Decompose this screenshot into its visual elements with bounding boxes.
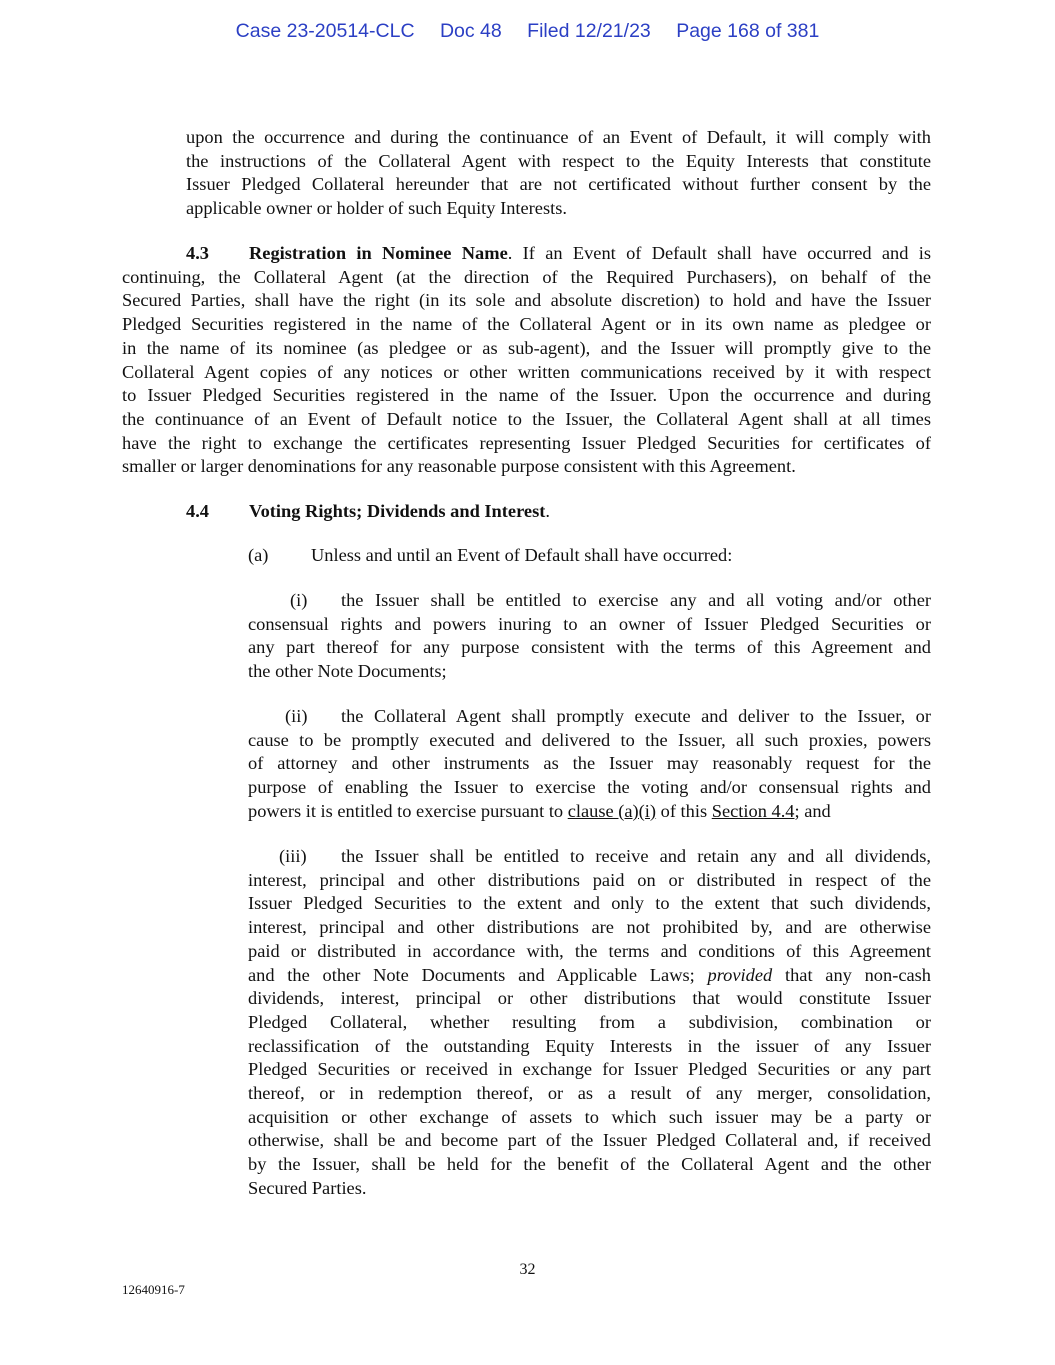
case-number: Case 23-20514-CLC [235,20,415,42]
section-heading: Registration in Nominee Name [249,243,508,263]
clause-label: (a) [248,545,269,565]
text-line: the continuance of an Event of Default notice to the Issuer, the Collateral Agent shall at all times [122,408,931,429]
text-line: otherwise, shall be and become part of the Issuer Pledged Collateral and, if received [248,1130,931,1151]
text-line [248,800,931,824]
clause-a [248,544,931,568]
text-line: reclassification of the outstanding Equity Interests in the issuer of any Issuer [248,1035,931,1056]
section-4-3 [122,242,931,479]
doc-number: Doc 48 [439,20,502,42]
text-line: acquisition or other exchange of assets to which such issuer may be a party or [248,1106,931,1127]
text-line: Pledged Collateral, whether resulting from a subdivision, combination or [248,1011,931,1032]
text-run: . If an Event of Default shall have occurred and is [507,243,931,263]
text-line: Pledged Securities or received in exchange for Issuer Pledged Securities or any part [248,1059,931,1080]
text-line: smaller or larger denominations for any reasonable purpose consistent with this Agreement. [122,456,796,477]
text-line: any part thereof for any purpose consistent with the terms of this Agreement and [248,637,931,658]
clause-text: Unless and until an Event of Default shall have occurred: [311,545,733,565]
text-line: interest, principal and other distributions paid on or distributed in respect of the [248,869,931,890]
heading-period: . [545,501,550,521]
text-line: continuing, the Collateral Agent (at the direction of the Required Purchasers), on behalf of the [122,266,931,287]
clause-a-i-reference: clause (a)(i) [567,800,657,821]
text-run: that any non-cash [772,964,931,985]
text-line: thereof, or in redemption thereof, or as a result of any merger, consolidation, [248,1083,931,1104]
text-run: the Issuer shall be entitled to exercise any and all voting and/or other [341,590,931,610]
text-line: to Issuer Pledged Securities registered in the name of the Issuer. Upon the occurrence and during [122,385,931,406]
text-line: the instructions of the Collateral Agent with respect to the Equity Interests that constitute [186,150,931,171]
text-line: by the Issuer, shall be held for the benefit of the Collateral Agent and the other [248,1154,931,1175]
text-line: in the name of its nominee (as pledgee or as sub-agent), and the Issuer will promptly give to the [122,337,931,358]
text-run: powers it is entitled to exercise pursuant to [248,800,568,821]
section-number: 4.3 [186,243,209,263]
text-line: Issuer Pledged Collateral hereunder that are not certificated without further consent by the [186,174,931,195]
clause-label: (i) [290,590,308,610]
continuation-paragraph [186,126,931,221]
section-number: 4.4 [186,501,209,521]
text-line [248,705,931,729]
text-line: applicable owner or holder of such Equity Interests. [186,198,567,219]
text-line: purpose of enabling the Issuer to exercise the voting and/or consensual rights and [248,777,931,798]
text-line [248,964,931,988]
clause-i [248,589,931,684]
text-line: of attorney and other instruments as the Issuer may reasonably request for the [248,753,931,774]
text-line: Secured Parties, shall have the right (in its sole and absolute discretion) to hold and have the Issuer [122,290,931,311]
clause-iii [248,845,931,1201]
text-line [248,589,931,613]
text-line: dividends, interest, principal or other distributions that would constitute Issuer [248,988,931,1009]
text-run: of this [656,800,712,821]
filed-date: Filed 12/21/23 [527,20,651,42]
page-number: 32 [519,1261,536,1278]
text-line: Pledged Securities registered in the name of the Collateral Agent or in its own name as pledgee or [122,314,931,335]
clause-ii [248,705,931,824]
court-filing-header [0,20,1055,43]
section-4-4 [186,500,931,524]
text-line: have the right to exchange the certificates representing Issuer Pledged Securities for certificates of [122,432,931,453]
text-line [248,845,931,869]
text-line: cause to be promptly executed and delivered to the Issuer, all such proxies, powers [248,729,931,750]
document-id: 12640916-7 [122,1282,185,1297]
text-run: and the other Note Documents and Applicable Laws; [248,964,708,985]
text-run: the Issuer shall be entitled to receive and retain any and all dividends, [341,846,931,866]
text-line: Issuer Pledged Securities to the extent and only to the extent that such dividends, [248,893,931,914]
text-line: upon the occurrence and during the continuance of an Event of Default, it will comply with [186,127,931,147]
section-heading: Voting Rights; Dividends and Interest [249,501,546,521]
provided-term: provided [707,964,773,985]
clause-label: (ii) [285,706,308,726]
text-line [122,242,931,266]
clause-label: (iii) [279,846,307,866]
section-4-4-reference: Section 4.4 [711,800,795,821]
text-run: ; and [794,800,831,821]
page-of-total: Page 168 of 381 [676,20,820,42]
text-line: paid or distributed in accordance with, the terms and conditions of this Agreement [248,940,931,961]
text-line: consensual rights and powers inuring to an owner of Issuer Pledged Securities or [248,613,931,634]
text-line: the other Note Documents; [248,661,447,682]
text-run: the Collateral Agent shall promptly execute and deliver to the Issuer, or [341,706,931,726]
text-line: Secured Parties. [248,1177,367,1198]
text-line: interest, principal and other distributions are not prohibited by, and are otherwise [248,917,931,938]
text-line: Collateral Agent copies of any notices or other written communications received by it with respect [122,361,931,382]
